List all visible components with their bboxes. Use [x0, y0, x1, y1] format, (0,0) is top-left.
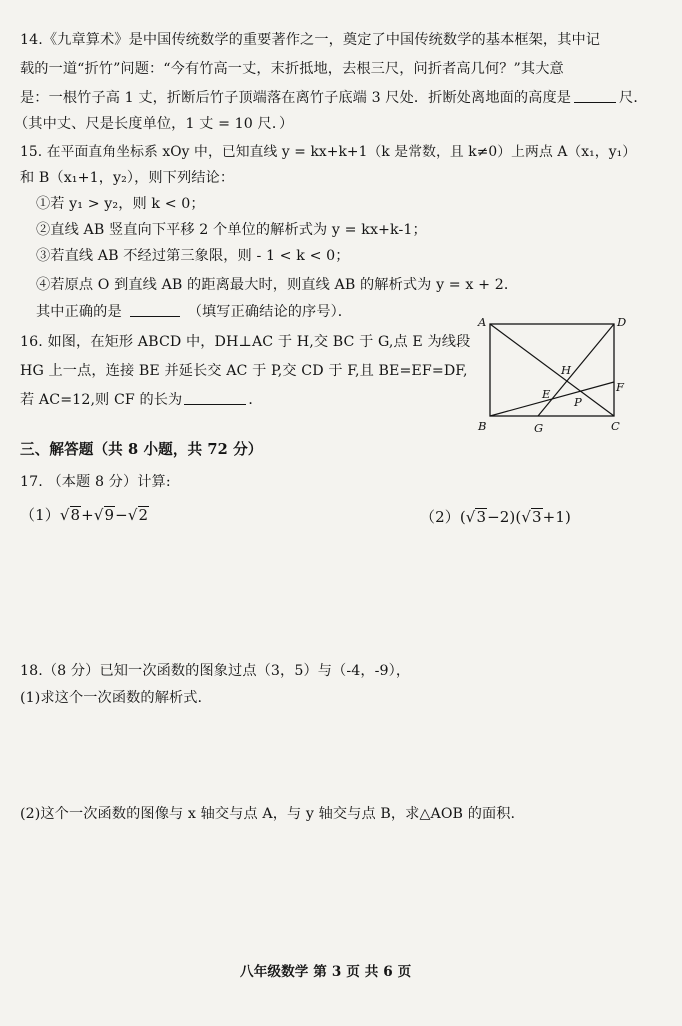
q15-line-2: 和 B（x₁+1，y₂），则下列结论：	[20, 170, 235, 186]
section-3-title: 三、解答题（共 8 小题，共 72 分）	[20, 441, 263, 458]
q15-answer-suffix: （填写正确结论的序号）．	[187, 304, 353, 320]
q17-p2-rest-1: −2)(	[487, 508, 522, 526]
page-footer: 八年级数学 第 3 页 共 6 页	[240, 964, 412, 980]
q16-line-3	[20, 390, 263, 410]
label-h: H	[561, 363, 572, 377]
q17-p1-minus: −	[115, 506, 128, 524]
q18-title: 18.（8 分）已知一次函数的图象过点（3，5）与（-4，-9），	[20, 663, 411, 679]
q17-p2-open: (	[459, 508, 466, 526]
q14-line-3	[20, 88, 648, 108]
q14-line-3-end: 尺．	[619, 90, 648, 106]
sqrt-8: √ 8	[59, 506, 81, 524]
q17-p2-rest-2: +1)	[542, 508, 571, 526]
label-d: D	[617, 315, 627, 329]
q15-answer-blank[interactable]	[130, 302, 180, 317]
q16-line-3-prefix: 若 AC=12,则 CF 的长为	[20, 392, 183, 408]
q16-line-2: HG 上一点，连接 BE 并延长交 AC 于 P,交 CD 于 F,且 BE=EF=DF,	[20, 363, 468, 379]
sqrt-2-value: 2	[138, 506, 149, 524]
q15-answer-prefix: 其中正确的是	[36, 304, 122, 320]
sqrt-9-value: 9	[104, 506, 115, 524]
q18-part-1: (1)求这个一次函数的解析式.	[20, 690, 203, 706]
q15-option-3: ③若直线 AB 不经过第三象限，则 - 1 < k < 0；	[36, 248, 350, 264]
label-c: C	[611, 419, 620, 433]
q15-option-4: ④若原点 O 到直线 AB 的距离最大时，则直线 AB 的解析式为 y = x + 2．	[36, 277, 519, 293]
q14-line-4: （其中丈、尺是长度单位，1 丈 = 10 尺．）	[14, 116, 294, 132]
diagonal-ac	[490, 324, 614, 416]
q17-title: 17. （本题 8 分）计算:	[20, 474, 171, 490]
q18-part-2: (2)这个一次函数的图像与 x 轴交与点 A，与 y 轴交与点 B，求△AOB 的面积.	[20, 806, 516, 822]
q16-line-1: 16. 如图，在矩形 ABCD 中，DH⊥AC 于 H,交 BC 于 G,点 E 为线段	[20, 334, 471, 350]
sqrt-2: √ 2	[127, 506, 149, 524]
sqrt-3-a-value: 3	[476, 508, 487, 526]
label-b: B	[478, 419, 487, 433]
sqrt-8-value: 8	[70, 506, 81, 524]
q16-line-3-suffix: ．	[248, 392, 263, 408]
q14-line-1: 14.《九章算术》是中国传统数学的重要著作之一，奠定了中国传统数学的基本框架，其中记	[20, 32, 601, 48]
q14-line-2: 载的一道“折竹”问题：“今有竹高一丈，末折抵地，去根三尺，问折者高几何？”其大意	[20, 61, 564, 77]
label-f: F	[616, 380, 624, 394]
q17-p2-label: （2）	[420, 508, 460, 526]
label-e: E	[542, 387, 551, 401]
q15-answer-line	[36, 302, 352, 322]
q15-option-1: ①若 y₁ > y₂，则 k < 0；	[36, 196, 205, 212]
q15-line-1: 15. 在平面直角坐标系 xOy 中，已知直线 y = kx+k+1（k 是常数，且 k≠0）上两点 A（x₁，y₁）	[20, 144, 637, 160]
q14-answer-blank[interactable]	[574, 88, 616, 103]
label-a: A	[478, 315, 487, 329]
q17-part-1	[20, 505, 149, 525]
q17-p1-label: （1）	[20, 506, 60, 524]
label-g: G	[534, 421, 544, 435]
q15-option-2: ②直线 AB 竖直向下平移 2 个单位的解析式为 y = kx+k-1；	[36, 222, 427, 238]
q14-line-3-text: 是：一根竹子高 1 丈，折断后竹子顶端落在离竹子底端 3 尺处．折断处离地面的高度是	[20, 90, 572, 106]
sqrt-3-b-value: 3	[532, 508, 542, 526]
q17-part-2	[420, 507, 571, 527]
rectangle-figure	[474, 314, 634, 438]
q17-p1-plus: +	[81, 506, 94, 524]
q16-answer-blank[interactable]	[184, 390, 246, 405]
sqrt-3-a: √ 3	[465, 508, 487, 526]
sqrt-9: √ 9	[93, 506, 115, 524]
sqrt-3-b: √ 3	[521, 508, 542, 526]
segment-bf	[490, 382, 614, 416]
label-p: P	[574, 395, 582, 409]
